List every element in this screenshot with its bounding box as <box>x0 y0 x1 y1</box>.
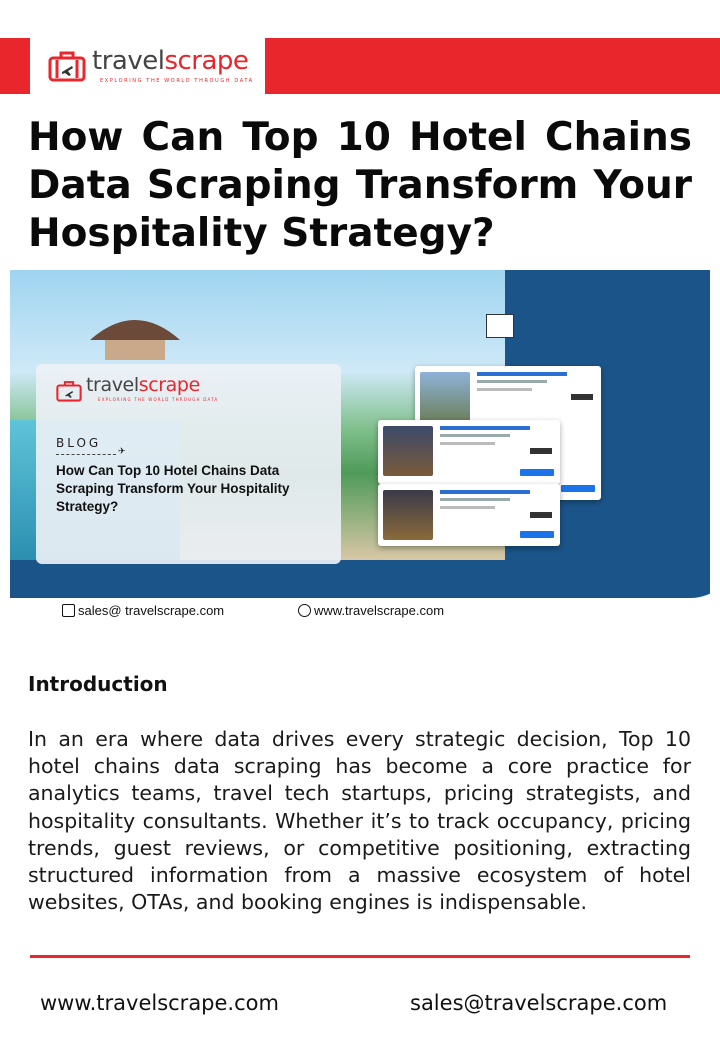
footer-website-link[interactable]: www.travelscrape.com <box>40 991 279 1015</box>
logo-wordmark: travelscrape <box>92 46 249 76</box>
header-accent-right <box>265 38 720 94</box>
hotel-listing-card <box>378 484 560 546</box>
hero-banner <box>10 270 710 638</box>
luggage-plane-icon <box>56 380 82 402</box>
card-logo-tagline: EXPLORING THE WORLD THROUGH DATA <box>98 397 219 402</box>
availability-button <box>561 485 595 492</box>
globe-icon <box>298 604 311 617</box>
brand-logo[interactable] <box>30 38 265 94</box>
hero-email: sales@ travelscrape.com <box>62 603 224 618</box>
footer-divider <box>30 955 690 958</box>
page-title: How Can Top 10 Hotel Chains Data Scraping Transform Your Hospitality Strategy? <box>28 115 692 256</box>
mail-icon <box>62 604 75 617</box>
header-bar <box>0 38 720 94</box>
dashed-divider <box>56 454 116 455</box>
availability-button <box>520 469 554 476</box>
card-logo-wordmark: travelscrape <box>86 374 200 396</box>
pavilion-roof-illustration <box>90 310 180 360</box>
hotel-building-icon <box>486 314 514 338</box>
header-accent-left <box>0 38 30 94</box>
hotel-thumbnail <box>420 372 470 422</box>
blog-card <box>36 364 341 564</box>
luggage-plane-icon <box>48 50 86 82</box>
hotel-listing-card <box>378 420 560 484</box>
hero-website: www.travelscrape.com <box>298 603 444 618</box>
availability-button <box>520 531 554 538</box>
blog-label: BLOG <box>56 436 102 450</box>
card-title: How Can Top 10 Hotel Chains Data Scraping Transform Your Hospitality Strategy? <box>56 463 290 514</box>
logo-tagline: EXPLORING THE WORLD THROUGH DATA <box>100 78 254 84</box>
hotel-thumbnail <box>383 490 433 540</box>
intro-paragraph: In an era where data drives every strategic decision, Top 10 hotel chains data scraping has become a core practice for analytics teams, travel tech startups, pricing strategists, and hospitality consultants. Whether it’s to track occupancy, pricing trends, guest reviews, or competitive positioning, extracting structured information from a massive ecosystem of hotel websites, OTAs, and booking engines is indispensable. <box>28 727 691 915</box>
footer-email-link[interactable]: sales@travelscrape.com <box>410 991 668 1015</box>
hotel-thumbnail <box>383 426 433 476</box>
plane-icon: ✈ <box>118 447 126 457</box>
section-heading: Introduction <box>28 672 168 696</box>
